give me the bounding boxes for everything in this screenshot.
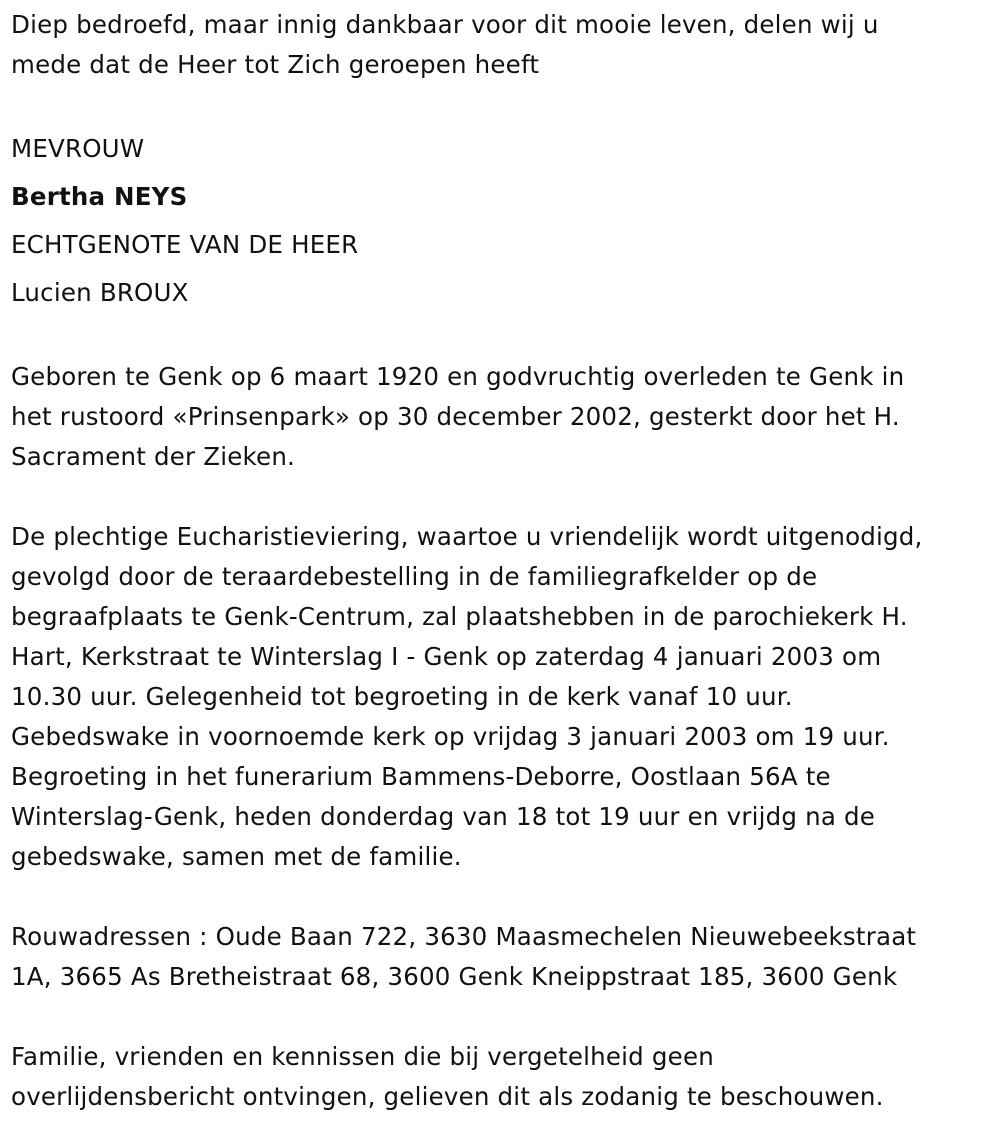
intro-line: mede dat de Heer tot Zich geroepen heeft — [11, 50, 540, 79]
ceremony-line: begraafplaats te Genk-Centrum, zal plaatshebben in de parochiekerk H. — [11, 602, 908, 631]
ceremony-paragraph — [11, 517, 991, 877]
spacer — [11, 85, 991, 125]
addresses-paragraph — [11, 917, 991, 997]
birth-death-line: Sacrament der Zieken. — [11, 442, 296, 471]
ceremony-line: Begroeting in het funerarium Bammens-Deborre, Oostlaan 56A te — [11, 762, 831, 791]
closing-paragraph — [11, 1037, 991, 1117]
address-line: Rouwadressen : Oude Baan 722, 3630 Maasmechelen Nieuwebeekstraat — [11, 922, 917, 951]
death-notice — [11, 5, 991, 1117]
deceased-name: Bertha NEYS — [11, 182, 188, 211]
birth-death-line: het rustoord «Prinsenpark» op 30 december 2002, gesterkt door het H. — [11, 402, 900, 431]
ceremony-line: De plechtige Eucharistieviering, waartoe u vriendelijk wordt uitgenodigd, — [11, 522, 923, 551]
address-line: 1A, 3665 As Bretheistraat 68, 3600 Genk Kneippstraat 185, 3600 Genk — [11, 962, 898, 991]
spacer — [11, 877, 991, 917]
deceased-title: MEVROUW — [11, 134, 145, 163]
spacer — [11, 997, 991, 1037]
spacer — [11, 477, 991, 517]
ceremony-line: gebedswake, samen met de familie. — [11, 842, 462, 871]
intro-line: Diep bedroefd, maar innig dankbaar voor dit mooie leven, delen wij u — [11, 10, 879, 39]
ceremony-line: Gebedswake in voornoemde kerk op vrijdag 3 januari 2003 om 19 uur. — [11, 722, 890, 751]
ceremony-line: Hart, Kerkstraat te Winterslag I - Genk op zaterdag 4 januari 2003 om — [11, 642, 882, 671]
deceased-block — [11, 125, 991, 317]
ceremony-line: Winterslag-Genk, heden donderdag van 18 tot 19 uur en vrijdg na de — [11, 802, 876, 831]
spouse-name: Lucien BROUX — [11, 278, 189, 307]
birth-death-paragraph — [11, 357, 991, 477]
ceremony-line: 10.30 uur. Gelegenheid tot begroeting in de kerk vanaf 10 uur. — [11, 682, 793, 711]
closing-line: overlijdensbericht ontvingen, gelieven dit als zodanig te beschouwen. — [11, 1082, 884, 1111]
birth-death-line: Geboren te Genk op 6 maart 1920 en godvruchtig overleden te Genk in — [11, 362, 905, 391]
ceremony-line: gevolgd door de teraardebestelling in de familiegrafkelder op de — [11, 562, 818, 591]
closing-line: Familie, vrienden en kennissen die bij vergetelheid geen — [11, 1042, 714, 1071]
deceased-relation: ECHTGENOTE VAN DE HEER — [11, 230, 359, 259]
spacer — [11, 317, 991, 357]
intro-paragraph — [11, 5, 991, 85]
